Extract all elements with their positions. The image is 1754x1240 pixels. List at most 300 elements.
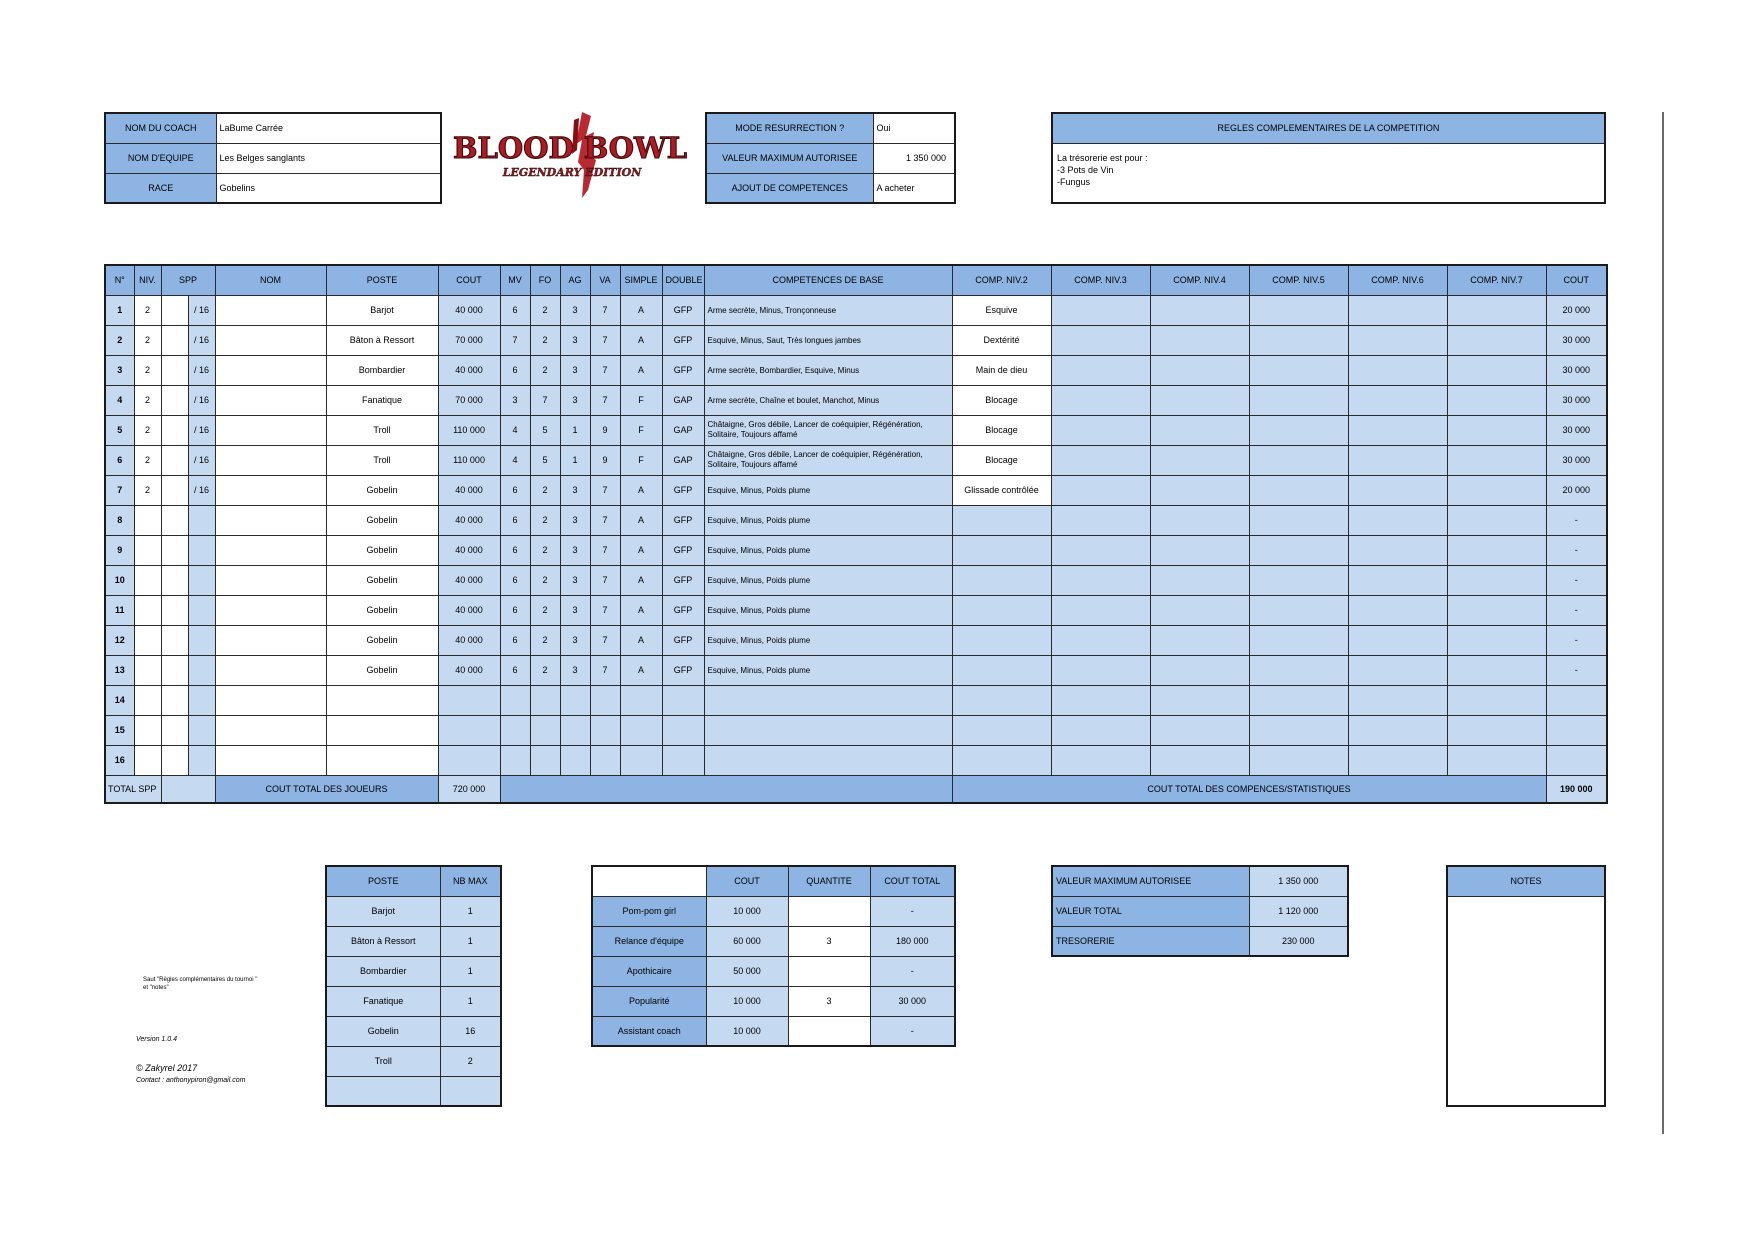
player-spp[interactable] (161, 655, 188, 685)
player-ag: 3 (560, 325, 590, 355)
player-name[interactable] (215, 385, 326, 415)
player-double: GAP (662, 385, 704, 415)
player-position[interactable]: Gobelin (326, 535, 438, 565)
player-number: 15 (105, 715, 134, 745)
player-number: 14 (105, 685, 134, 715)
col-nom: NOM (215, 265, 326, 295)
player-position[interactable]: Troll (326, 445, 438, 475)
player-skills-cost: 30 000 (1546, 415, 1607, 445)
position-name: Gobelin (326, 1016, 440, 1046)
player-skill-niv5[interactable] (1249, 625, 1348, 655)
player-cost: 40 000 (438, 295, 500, 325)
player-skill-niv2[interactable] (952, 505, 1051, 535)
player-skill-niv7[interactable] (1447, 295, 1546, 325)
extra-cost: 10 000 (706, 1016, 788, 1046)
player-level[interactable]: 2 (134, 445, 161, 475)
player-skill-niv2[interactable]: Dextérité (952, 325, 1051, 355)
player-number: 10 (105, 565, 134, 595)
player-level[interactable] (134, 685, 161, 715)
player-skill-niv4[interactable] (1150, 415, 1249, 445)
rules-title: REGLES COMPLEMENTAIRES DE LA COMPETITION (1052, 113, 1605, 143)
player-name[interactable] (215, 565, 326, 595)
player-skill-niv4[interactable] (1150, 625, 1249, 655)
max-value-field[interactable]: 1 350 000 (873, 143, 955, 173)
player-ag (560, 745, 590, 775)
player-skill-niv2[interactable] (952, 655, 1051, 685)
player-skill-niv4[interactable] (1150, 655, 1249, 685)
extras-col-total: COUT TOTAL (870, 866, 955, 896)
player-level[interactable]: 2 (134, 385, 161, 415)
player-name[interactable] (215, 445, 326, 475)
extra-name: Popularité (592, 986, 706, 1016)
player-skill-niv4[interactable] (1150, 685, 1249, 715)
resurrection-field[interactable]: Oui (873, 113, 955, 143)
player-name[interactable] (215, 535, 326, 565)
player-va: 9 (590, 445, 620, 475)
player-skill-niv4[interactable] (1150, 595, 1249, 625)
player-skill-niv5[interactable] (1249, 415, 1348, 445)
player-mv: 6 (500, 295, 530, 325)
extra-total: 30 000 (870, 986, 955, 1016)
col-comp-niv2: COMP. NIV.2 (952, 265, 1051, 295)
summary-value: 1 350 000 (1249, 866, 1348, 896)
player-skill-niv4[interactable] (1150, 355, 1249, 385)
player-name[interactable] (215, 355, 326, 385)
player-skill-niv5[interactable] (1249, 385, 1348, 415)
player-skill-niv7[interactable] (1447, 595, 1546, 625)
player-skill-niv3[interactable] (1051, 475, 1150, 505)
player-skill-niv4[interactable] (1150, 475, 1249, 505)
player-position[interactable] (326, 745, 438, 775)
player-skill-niv3[interactable] (1051, 295, 1150, 325)
position-name: Fanatique (326, 986, 440, 1016)
player-number: 2 (105, 325, 134, 355)
player-cost (438, 715, 500, 745)
player-level[interactable]: 2 (134, 475, 161, 505)
player-skill-niv3[interactable] (1051, 565, 1150, 595)
player-spp-max (188, 745, 215, 775)
col-comp-niv4: COMP. NIV.4 (1150, 265, 1249, 295)
player-fo: 2 (530, 565, 560, 595)
player-cost: 40 000 (438, 505, 500, 535)
player-skill-niv3[interactable] (1051, 355, 1150, 385)
player-skill-niv7[interactable] (1447, 385, 1546, 415)
player-simple: F (620, 445, 662, 475)
player-skill-niv5[interactable] (1249, 475, 1348, 505)
player-number: 9 (105, 535, 134, 565)
player-position[interactable] (326, 685, 438, 715)
team-field[interactable]: Les Belges sanglants (216, 143, 441, 173)
player-skill-niv3[interactable] (1051, 655, 1150, 685)
extra-quantity[interactable]: 3 (788, 926, 870, 956)
extra-quantity[interactable]: 3 (788, 986, 870, 1016)
player-skill-niv6[interactable] (1348, 595, 1447, 625)
player-skill-niv3[interactable] (1051, 625, 1150, 655)
player-spp[interactable] (161, 535, 188, 565)
player-spp-max: / 16 (188, 355, 215, 385)
player-skill-niv6[interactable] (1348, 415, 1447, 445)
player-skill-niv2[interactable]: Main de dieu (952, 355, 1051, 385)
positions-row (326, 986, 501, 1016)
player-spp[interactable] (161, 715, 188, 745)
roster-row (105, 505, 1607, 535)
player-skill-niv2[interactable]: Blocage (952, 385, 1051, 415)
summary-value: 1 120 000 (1249, 896, 1348, 926)
summary-label: VALEUR TOTAL (1052, 896, 1249, 926)
player-skill-niv3[interactable] (1051, 325, 1150, 355)
player-skill-niv5[interactable] (1249, 505, 1348, 535)
player-skill-niv6[interactable] (1348, 745, 1447, 775)
remark-line: et "notes" (143, 985, 169, 991)
player-fo: 2 (530, 325, 560, 355)
position-name: Bâton à Ressort (326, 926, 440, 956)
player-spp-max: / 16 (188, 445, 215, 475)
player-name[interactable] (215, 475, 326, 505)
player-level[interactable] (134, 535, 161, 565)
logo-title: BLOOD BOWL (453, 131, 687, 165)
player-level[interactable]: 2 (134, 415, 161, 445)
player-fo: 5 (530, 445, 560, 475)
extra-name: Pom-pom girl (592, 896, 706, 926)
player-cost: 40 000 (438, 595, 500, 625)
extra-quantity[interactable] (788, 896, 870, 926)
player-skill-niv2[interactable] (952, 685, 1051, 715)
player-double: GFP (662, 655, 704, 685)
player-skill-niv4[interactable] (1150, 385, 1249, 415)
player-skill-niv2[interactable] (952, 715, 1051, 745)
player-fo: 2 (530, 625, 560, 655)
player-fo (530, 745, 560, 775)
player-position[interactable]: Bâton à Ressort (326, 325, 438, 355)
player-position[interactable] (326, 715, 438, 745)
player-cost: 70 000 (438, 325, 500, 355)
player-name[interactable] (215, 655, 326, 685)
position-max: 2 (440, 1046, 501, 1076)
player-spp[interactable] (161, 685, 188, 715)
player-spp-max: / 16 (188, 325, 215, 355)
player-skill-niv2[interactable] (952, 595, 1051, 625)
positions-col-max: NB MAX (440, 866, 501, 896)
player-skill-niv4[interactable] (1150, 295, 1249, 325)
total-spp-value (161, 775, 215, 803)
player-simple: A (620, 295, 662, 325)
player-skill-niv3[interactable] (1051, 745, 1150, 775)
player-fo (530, 685, 560, 715)
player-skill-niv5[interactable] (1249, 745, 1348, 775)
player-skill-niv6[interactable] (1348, 475, 1447, 505)
player-skill-niv5[interactable] (1249, 535, 1348, 565)
player-va (590, 685, 620, 715)
player-skill-niv4[interactable] (1150, 535, 1249, 565)
player-skill-niv6[interactable] (1348, 655, 1447, 685)
extra-cost: 10 000 (706, 986, 788, 1016)
player-skill-niv3[interactable] (1051, 385, 1150, 415)
col-comp-niv6: COMP. NIV.6 (1348, 265, 1447, 295)
player-skill-niv6[interactable] (1348, 625, 1447, 655)
player-level[interactable] (134, 505, 161, 535)
player-skill-niv5[interactable] (1249, 685, 1348, 715)
player-skill-niv4[interactable] (1150, 445, 1249, 475)
player-spp-max (188, 685, 215, 715)
col-comp-niv7: COMP. NIV.7 (1447, 265, 1546, 295)
player-skill-niv7[interactable] (1447, 325, 1546, 355)
player-spp-max (188, 715, 215, 745)
player-base-skills: Esquive, Minus, Poids plume (704, 505, 952, 535)
players-cost-label: COUT TOTAL DES JOUEURS (215, 775, 438, 803)
copyright-note: © Zakyrel 2017 (136, 1063, 198, 1073)
rules-line: -3 Pots de Vin (1057, 164, 1114, 175)
player-skill-niv6[interactable] (1348, 445, 1447, 475)
player-skills-cost: - (1546, 625, 1607, 655)
player-skill-niv7[interactable] (1447, 715, 1546, 745)
player-base-skills: Esquive, Minus, Saut, Très longues jambes (704, 325, 952, 355)
player-skill-niv6[interactable] (1348, 685, 1447, 715)
player-mv (500, 715, 530, 745)
player-ag (560, 715, 590, 745)
player-name[interactable] (215, 745, 326, 775)
player-cost (438, 685, 500, 715)
player-skill-niv5[interactable] (1249, 295, 1348, 325)
player-skill-niv5[interactable] (1249, 565, 1348, 595)
max-value-label: VALEUR MAXIMUM AUTORISEE (706, 143, 873, 173)
roster-row (105, 295, 1607, 325)
player-skill-niv3[interactable] (1051, 595, 1150, 625)
player-level[interactable]: 2 (134, 355, 161, 385)
player-fo: 2 (530, 595, 560, 625)
player-mv: 3 (500, 385, 530, 415)
position-max: 1 (440, 926, 501, 956)
player-skill-niv7[interactable] (1447, 745, 1546, 775)
player-position[interactable]: Troll (326, 415, 438, 445)
player-name[interactable] (215, 595, 326, 625)
player-level[interactable]: 2 (134, 295, 161, 325)
player-name[interactable] (215, 685, 326, 715)
position-name: Bombardier (326, 956, 440, 986)
player-cost: 110 000 (438, 445, 500, 475)
player-number: 13 (105, 655, 134, 685)
player-skill-niv7[interactable] (1447, 475, 1546, 505)
player-skill-niv7[interactable] (1447, 355, 1546, 385)
player-cost: 40 000 (438, 535, 500, 565)
player-skill-niv7[interactable] (1447, 505, 1546, 535)
player-skill-niv7[interactable] (1447, 445, 1546, 475)
player-spp[interactable] (161, 325, 188, 355)
player-spp[interactable] (161, 295, 188, 325)
player-spp-max (188, 565, 215, 595)
extras-row (592, 1016, 955, 1046)
player-skill-niv4[interactable] (1150, 715, 1249, 745)
player-skill-niv2[interactable]: Esquive (952, 295, 1051, 325)
player-position[interactable]: Bombardier (326, 355, 438, 385)
player-spp[interactable] (161, 445, 188, 475)
player-ag: 3 (560, 625, 590, 655)
player-skill-niv3[interactable] (1051, 715, 1150, 745)
extra-total: 180 000 (870, 926, 955, 956)
player-level[interactable] (134, 745, 161, 775)
player-skill-niv3[interactable] (1051, 505, 1150, 535)
player-skill-niv3[interactable] (1051, 685, 1150, 715)
player-level[interactable] (134, 565, 161, 595)
player-simple: F (620, 385, 662, 415)
settings-table (705, 112, 956, 204)
player-skill-niv3[interactable] (1051, 445, 1150, 475)
player-skill-niv2[interactable] (952, 565, 1051, 595)
player-skill-niv2[interactable] (952, 745, 1051, 775)
coach-field[interactable]: LaBume Carrée (216, 113, 441, 143)
player-mv: 6 (500, 355, 530, 385)
player-double (662, 715, 704, 745)
player-skill-niv5[interactable] (1249, 445, 1348, 475)
player-level[interactable] (134, 595, 161, 625)
summary-row (1052, 926, 1348, 956)
roster-table (104, 264, 1608, 804)
player-spp[interactable] (161, 595, 188, 625)
player-name[interactable] (215, 415, 326, 445)
player-skill-niv6[interactable] (1348, 385, 1447, 415)
player-skills-cost (1546, 715, 1607, 745)
player-skill-niv2[interactable] (952, 535, 1051, 565)
player-position[interactable]: Gobelin (326, 595, 438, 625)
player-skill-niv4[interactable] (1150, 325, 1249, 355)
player-skill-niv6[interactable] (1348, 505, 1447, 535)
player-skill-niv2[interactable]: Glissade contrôlée (952, 475, 1051, 505)
player-skill-niv2[interactable]: Blocage (952, 445, 1051, 475)
player-skill-niv7[interactable] (1447, 625, 1546, 655)
player-skill-niv6[interactable] (1348, 355, 1447, 385)
player-skill-niv6[interactable] (1348, 535, 1447, 565)
player-skill-niv6[interactable] (1348, 295, 1447, 325)
player-skill-niv5[interactable] (1249, 355, 1348, 385)
player-skill-niv4[interactable] (1150, 565, 1249, 595)
rules-table (1051, 112, 1606, 204)
position-name (326, 1076, 440, 1106)
player-name[interactable] (215, 505, 326, 535)
player-skill-niv4[interactable] (1150, 745, 1249, 775)
player-skill-niv5[interactable] (1249, 325, 1348, 355)
player-skill-niv5[interactable] (1249, 595, 1348, 625)
player-skill-niv6[interactable] (1348, 325, 1447, 355)
player-spp[interactable] (161, 385, 188, 415)
player-number: 7 (105, 475, 134, 505)
player-spp-max: / 16 (188, 475, 215, 505)
player-skill-niv7[interactable] (1447, 415, 1546, 445)
player-fo: 2 (530, 655, 560, 685)
player-position[interactable]: Gobelin (326, 625, 438, 655)
notes-table (1446, 865, 1606, 1107)
player-mv: 6 (500, 505, 530, 535)
player-double: GFP (662, 535, 704, 565)
player-fo: 7 (530, 385, 560, 415)
player-spp[interactable] (161, 745, 188, 775)
player-name[interactable] (215, 325, 326, 355)
player-cost: 40 000 (438, 355, 500, 385)
extra-quantity[interactable] (788, 956, 870, 986)
notes-area[interactable] (1447, 896, 1605, 1106)
player-spp[interactable] (161, 475, 188, 505)
position-max: 1 (440, 896, 501, 926)
player-name[interactable] (215, 715, 326, 745)
player-base-skills (704, 745, 952, 775)
player-base-skills: Esquive, Minus, Poids plume (704, 565, 952, 595)
player-simple: A (620, 655, 662, 685)
player-spp[interactable] (161, 505, 188, 535)
player-spp[interactable] (161, 625, 188, 655)
extra-total: - (870, 896, 955, 926)
player-level[interactable]: 2 (134, 325, 161, 355)
player-level[interactable] (134, 715, 161, 745)
player-skills-cost: - (1546, 655, 1607, 685)
player-skill-niv6[interactable] (1348, 715, 1447, 745)
player-skill-niv7[interactable] (1447, 685, 1546, 715)
player-skill-niv5[interactable] (1249, 715, 1348, 745)
roster-row (105, 535, 1607, 565)
player-spp[interactable] (161, 565, 188, 595)
player-position[interactable]: Gobelin (326, 565, 438, 595)
player-skill-niv3[interactable] (1051, 415, 1150, 445)
player-position[interactable]: Barjot (326, 295, 438, 325)
player-base-skills: Esquive, Minus, Poids plume (704, 475, 952, 505)
player-mv: 4 (500, 415, 530, 445)
player-skill-niv3[interactable] (1051, 535, 1150, 565)
player-name[interactable] (215, 625, 326, 655)
player-skill-niv2[interactable] (952, 625, 1051, 655)
player-va: 7 (590, 475, 620, 505)
extras-col-qty: QUANTITE (788, 866, 870, 896)
player-skill-niv5[interactable] (1249, 655, 1348, 685)
player-skill-niv6[interactable] (1348, 565, 1447, 595)
notes-title: NOTES (1447, 866, 1605, 896)
player-spp[interactable] (161, 355, 188, 385)
player-skill-niv7[interactable] (1447, 565, 1546, 595)
player-spp[interactable] (161, 415, 188, 445)
extras-row (592, 926, 955, 956)
race-field[interactable]: Gobelins (216, 173, 441, 203)
player-skill-niv2[interactable]: Blocage (952, 415, 1051, 445)
player-va (590, 745, 620, 775)
logo-subtitle: LEGENDARY EDITION (502, 166, 642, 179)
rules-body[interactable] (1052, 143, 1605, 203)
player-skill-niv7[interactable] (1447, 655, 1546, 685)
player-level[interactable] (134, 655, 161, 685)
col-comp-niv3: COMP. NIV.3 (1051, 265, 1150, 295)
player-simple (620, 685, 662, 715)
player-position[interactable]: Gobelin (326, 475, 438, 505)
roster-row (105, 355, 1607, 385)
extras-table (591, 865, 956, 1047)
player-position[interactable]: Fanatique (326, 385, 438, 415)
roster-row (105, 655, 1607, 685)
player-position[interactable]: Gobelin (326, 655, 438, 685)
player-skill-niv7[interactable] (1447, 535, 1546, 565)
position-name: Troll (326, 1046, 440, 1076)
player-base-skills (704, 715, 952, 745)
extra-quantity[interactable] (788, 1016, 870, 1046)
player-spp-max (188, 505, 215, 535)
player-skill-niv4[interactable] (1150, 505, 1249, 535)
player-base-skills: Arme secrète, Chaîne et boulet, Manchot, Minus (704, 385, 952, 415)
player-level[interactable] (134, 625, 161, 655)
player-ag: 3 (560, 505, 590, 535)
skills-field[interactable]: A acheter (873, 173, 955, 203)
player-name[interactable] (215, 295, 326, 325)
player-va: 7 (590, 595, 620, 625)
player-position[interactable]: Gobelin (326, 505, 438, 535)
player-spp-max: / 16 (188, 295, 215, 325)
player-simple (620, 745, 662, 775)
contact-note: Contact : anthonypiron@gmail.com (136, 1077, 246, 1084)
player-ag: 3 (560, 385, 590, 415)
player-fo: 2 (530, 475, 560, 505)
